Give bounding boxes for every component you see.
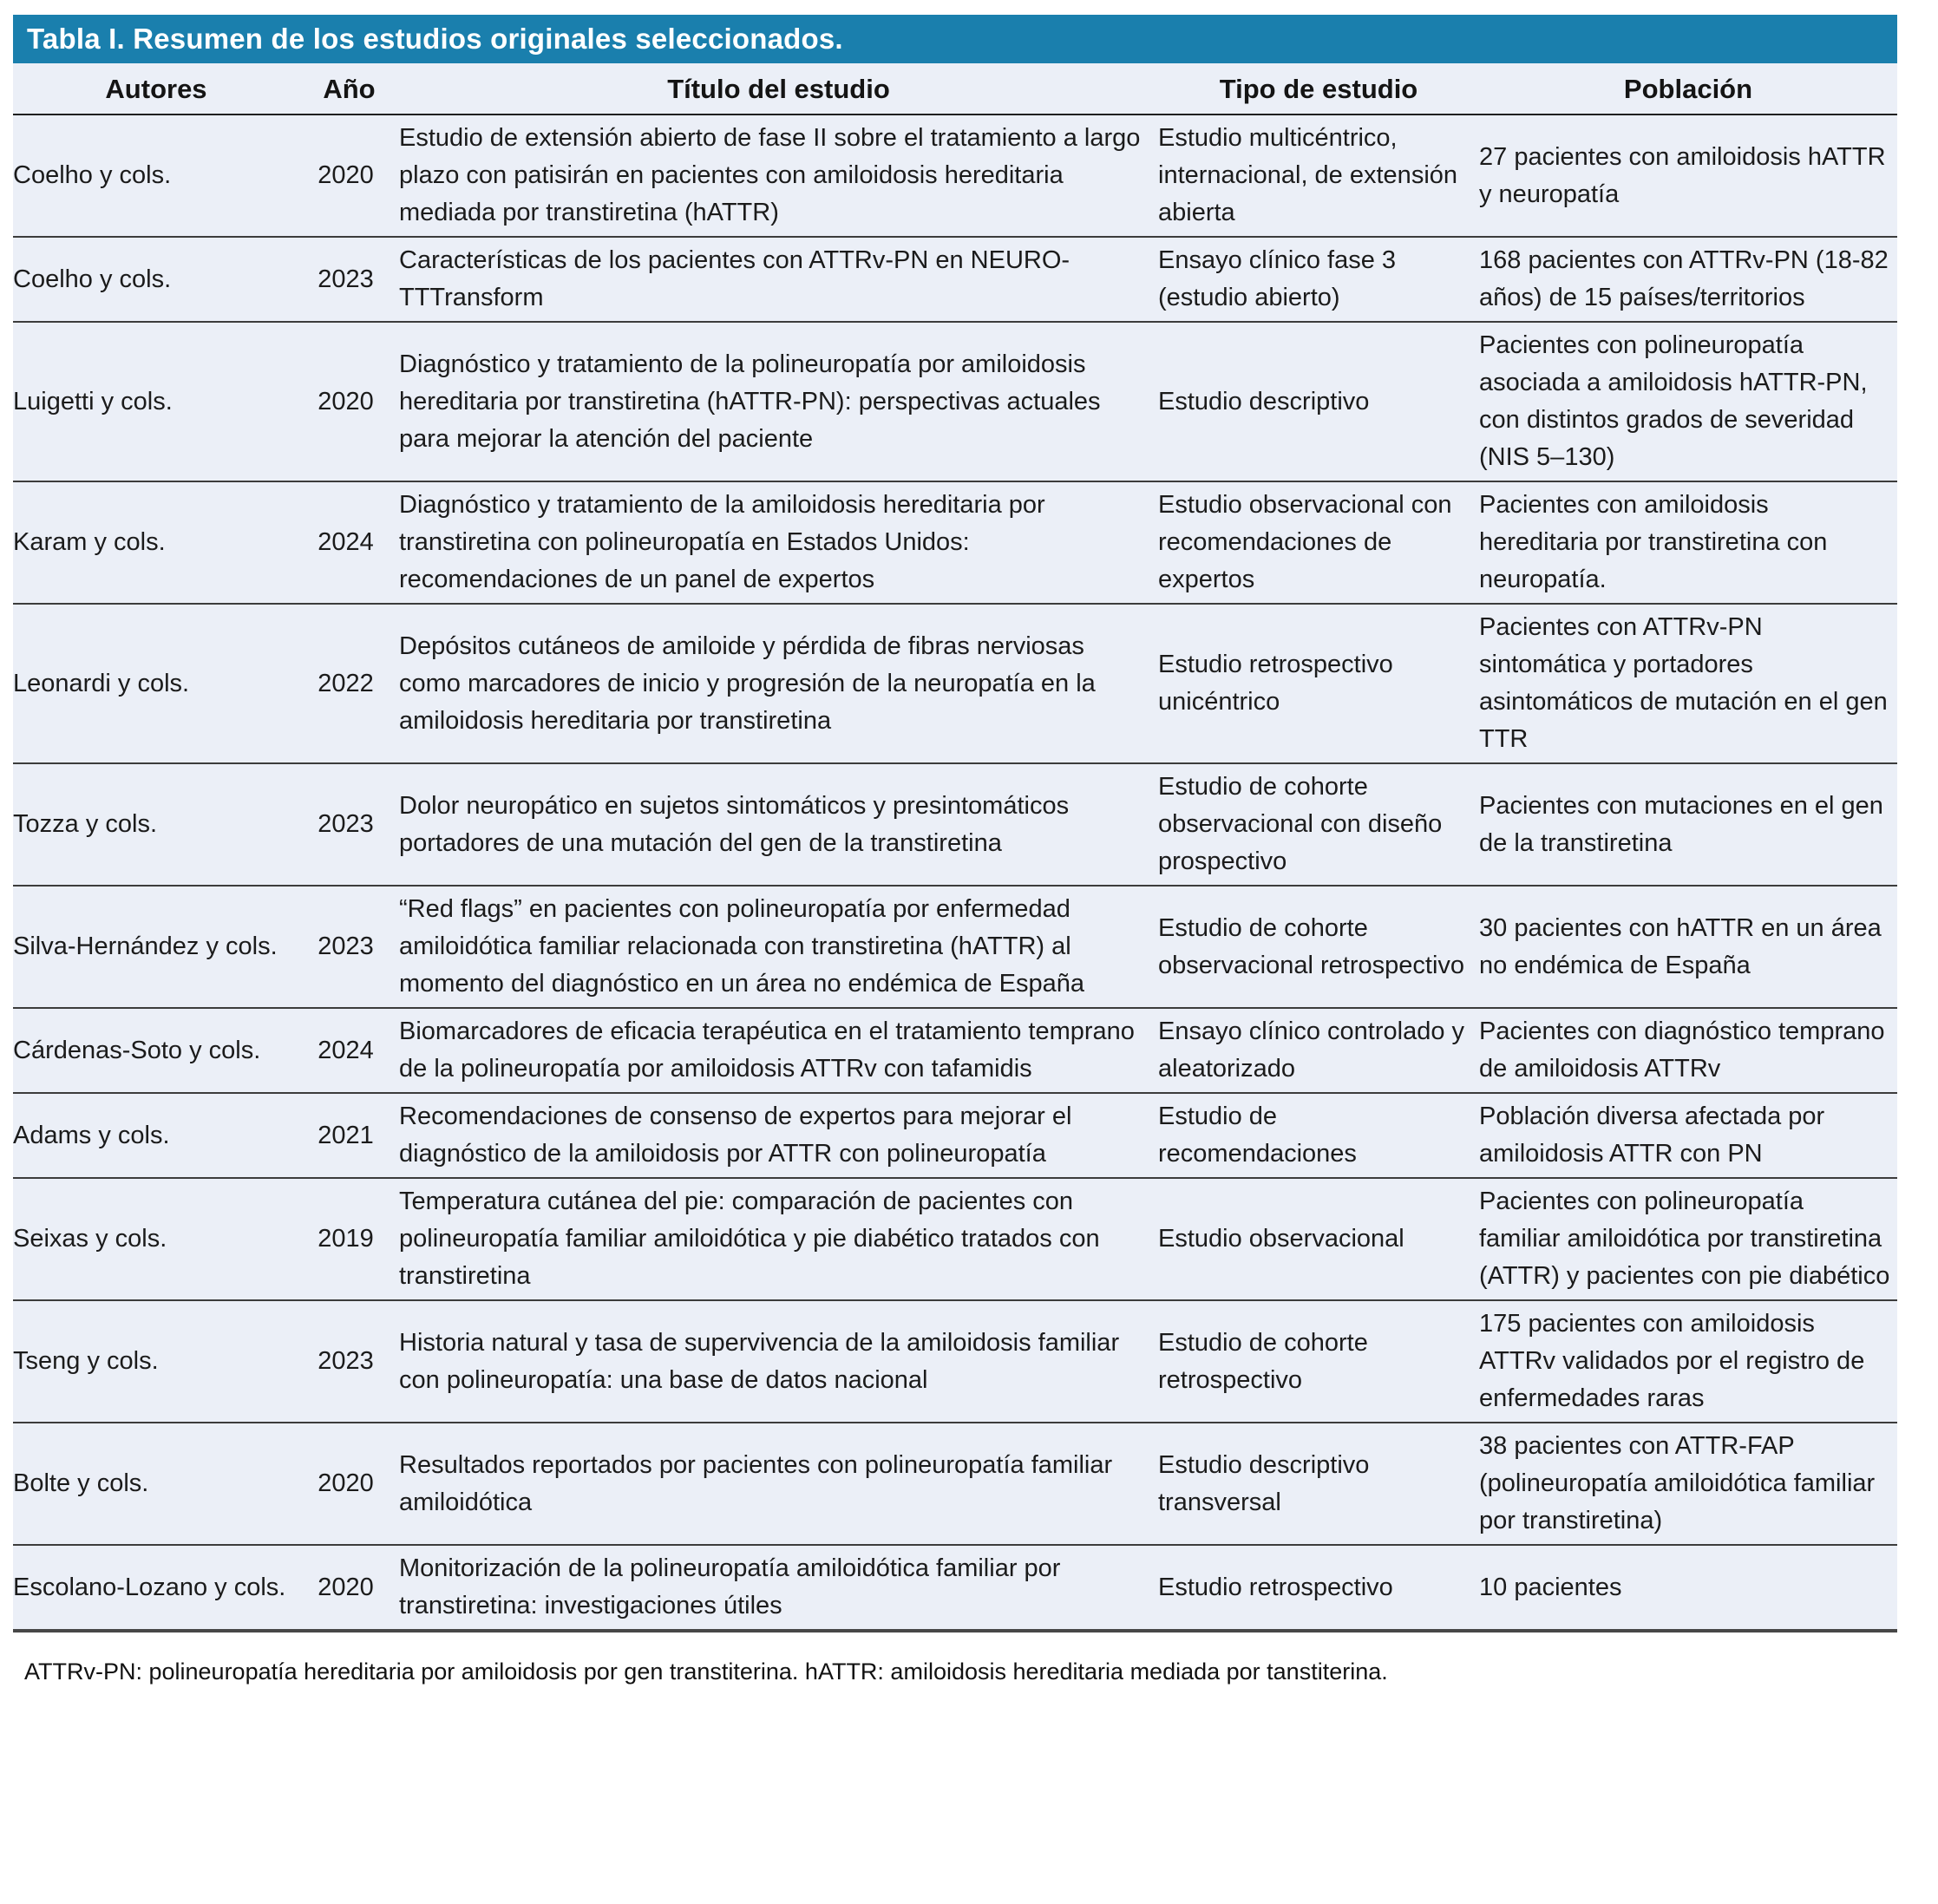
table-row (13, 763, 1897, 886)
col-header-titulo: Título del estudio (399, 63, 1158, 115)
cell-titulo: Recomendaciones de consenso de expertos para mejorar el diagnóstico de la amiloidosis por ATTR con polineuropatía (399, 1093, 1158, 1178)
cell-poblacion: Pacientes con polineuropatía familiar amiloidótica por transtiretina (ATTR) y pacientes con pie diabético (1479, 1178, 1897, 1300)
cell-ano: 2024 (299, 481, 399, 604)
cell-tipo: Ensayo clínico fase 3 (estudio abierto) (1158, 237, 1479, 322)
cell-ano: 2023 (299, 1300, 399, 1423)
table-row (13, 1423, 1897, 1545)
cell-poblacion: Pacientes con polineuropatía asociada a amiloidosis hATTR-PN, con distintos grados de severidad (NIS 5–130) (1479, 322, 1897, 481)
studies-table (13, 63, 1897, 1632)
cell-tipo: Estudio descriptivo (1158, 322, 1479, 481)
table-footnote: ATTRv-PN: polineuropatía hereditaria por amiloidosis por gen transtiterina. hATTR: amiloidosis hereditaria mediada por tanstiterina. (24, 1659, 1388, 1685)
col-header-poblacion: Población (1479, 63, 1897, 115)
cell-autores: Karam y cols. (13, 481, 299, 604)
cell-ano: 2023 (299, 237, 399, 322)
cell-tipo: Estudio observacional (1158, 1178, 1479, 1300)
table-row (13, 604, 1897, 763)
cell-tipo: Estudio de cohorte observacional con diseño prospectivo (1158, 763, 1479, 886)
col-header-tipo: Tipo de estudio (1158, 63, 1479, 115)
cell-ano: 2020 (299, 1423, 399, 1545)
cell-titulo: Temperatura cutánea del pie: comparación de pacientes con polineuropatía familiar amiloidótica y pie diabético tratados con transtiretina (399, 1178, 1158, 1300)
cell-autores: Leonardi y cols. (13, 604, 299, 763)
cell-tipo: Estudio retrospectivo (1158, 1545, 1479, 1631)
cell-titulo: Diagnóstico y tratamiento de la polineuropatía por amiloidosis hereditaria por transtiretina (hATTR-PN): perspectivas actuales para mejorar la atención del paciente (399, 322, 1158, 481)
table-row (13, 115, 1897, 237)
study-summary-table-container (13, 15, 1897, 1686)
cell-poblacion: Población diversa afectada por amiloidosis ATTR con PN (1479, 1093, 1897, 1178)
header-row (13, 63, 1897, 115)
cell-tipo: Estudio multicéntrico, internacional, de extensión abierta (1158, 115, 1479, 237)
table-row (13, 237, 1897, 322)
cell-autores: Cárdenas-Soto y cols. (13, 1008, 299, 1093)
cell-poblacion: 30 pacientes con hATTR en un área no endémica de España (1479, 886, 1897, 1008)
cell-poblacion: 10 pacientes (1479, 1545, 1897, 1631)
cell-titulo: Resultados reportados por pacientes con polineuropatía familiar amiloidótica (399, 1423, 1158, 1545)
table-row (13, 1178, 1897, 1300)
cell-ano: 2023 (299, 763, 399, 886)
cell-titulo: Historia natural y tasa de supervivencia de la amiloidosis familiar con polineuropatía: una base de datos nacional (399, 1300, 1158, 1423)
cell-ano: 2020 (299, 322, 399, 481)
cell-ano: 2020 (299, 115, 399, 237)
cell-tipo: Estudio retrospectivo unicéntrico (1158, 604, 1479, 763)
cell-titulo: Monitorización de la polineuropatía amiloidótica familiar por transtiretina: investigaciones útiles (399, 1545, 1158, 1631)
cell-poblacion: 27 pacientes con amiloidosis hATTR y neuropatía (1479, 115, 1897, 237)
cell-autores: Bolte y cols. (13, 1423, 299, 1545)
table-body (13, 115, 1897, 1631)
cell-tipo: Ensayo clínico controlado y aleatorizado (1158, 1008, 1479, 1093)
table-row (13, 1008, 1897, 1093)
cell-tipo: Estudio observacional con recomendaciones de expertos (1158, 481, 1479, 604)
cell-titulo: Depósitos cutáneos de amiloide y pérdida de fibras nerviosas como marcadores de inicio y progresión de la neuropatía en la amiloidosis hereditaria por transtiretina (399, 604, 1158, 763)
cell-autores: Tozza y cols. (13, 763, 299, 886)
cell-poblacion: Pacientes con ATTRv-PN sintomática y portadores asintomáticos de mutación en el gen TTR (1479, 604, 1897, 763)
cell-autores: Tseng y cols. (13, 1300, 299, 1423)
cell-ano: 2019 (299, 1178, 399, 1300)
cell-tipo: Estudio de cohorte observacional retrospectivo (1158, 886, 1479, 1008)
cell-autores: Silva-Hernández y cols. (13, 886, 299, 1008)
cell-autores: Coelho y cols. (13, 237, 299, 322)
cell-poblacion: Pacientes con mutaciones en el gen de la transtiretina (1479, 763, 1897, 886)
cell-tipo: Estudio descriptivo transversal (1158, 1423, 1479, 1545)
cell-titulo: Estudio de extensión abierto de fase II sobre el tratamiento a largo plazo con patisirán en pacientes con amiloidosis hereditaria mediada por transtiretina (hATTR) (399, 115, 1158, 237)
cell-titulo: Dolor neuropático en sujetos sintomáticos y presintomáticos portadores de una mutación del gen de la transtiretina (399, 763, 1158, 886)
cell-autores: Escolano-Lozano y cols. (13, 1545, 299, 1631)
table-row (13, 481, 1897, 604)
cell-titulo: “Red flags” en pacientes con polineuropatía por enfermedad amiloidótica familiar relacionada con transtiretina (hATTR) al momento del diagnóstico en un área no endémica de España (399, 886, 1158, 1008)
col-header-ano: Año (299, 63, 399, 115)
cell-ano: 2022 (299, 604, 399, 763)
cell-poblacion: 168 pacientes con ATTRv-PN (18-82 años) de 15 países/territorios (1479, 237, 1897, 322)
cell-poblacion: Pacientes con amiloidosis hereditaria por transtiretina con neuropatía. (1479, 481, 1897, 604)
cell-poblacion: 175 pacientes con amiloidosis ATTRv validados por el registro de enfermedades raras (1479, 1300, 1897, 1423)
cell-poblacion: 38 pacientes con ATTR-FAP (polineuropatía amiloidótica familiar por transtiretina) (1479, 1423, 1897, 1545)
table-row (13, 1093, 1897, 1178)
cell-ano: 2023 (299, 886, 399, 1008)
cell-ano: 2020 (299, 1545, 399, 1631)
col-header-autores: Autores (13, 63, 299, 115)
cell-autores: Adams y cols. (13, 1093, 299, 1178)
table-row (13, 886, 1897, 1008)
table-row (13, 1300, 1897, 1423)
cell-ano: 2024 (299, 1008, 399, 1093)
cell-autores: Luigetti y cols. (13, 322, 299, 481)
cell-titulo: Características de los pacientes con ATTRv-PN en NEURO-TTTransform (399, 237, 1158, 322)
table-row (13, 322, 1897, 481)
cell-titulo: Biomarcadores de eficacia terapéutica en el tratamiento temprano de la polineuropatía por amiloidosis ATTRv con tafamidis (399, 1008, 1158, 1093)
table-row (13, 1545, 1897, 1631)
table-title: Tabla I. Resumen de los estudios originales seleccionados. (27, 23, 843, 55)
table-title-bar (13, 15, 1897, 63)
cell-autores: Seixas y cols. (13, 1178, 299, 1300)
cell-autores: Coelho y cols. (13, 115, 299, 237)
cell-poblacion: Pacientes con diagnóstico temprano de amiloidosis ATTRv (1479, 1008, 1897, 1093)
cell-titulo: Diagnóstico y tratamiento de la amiloidosis hereditaria por transtiretina con polineuropatía en Estados Unidos: recomendaciones de un panel de expertos (399, 481, 1158, 604)
cell-ano: 2021 (299, 1093, 399, 1178)
cell-tipo: Estudio de cohorte retrospectivo (1158, 1300, 1479, 1423)
cell-tipo: Estudio de recomendaciones (1158, 1093, 1479, 1178)
